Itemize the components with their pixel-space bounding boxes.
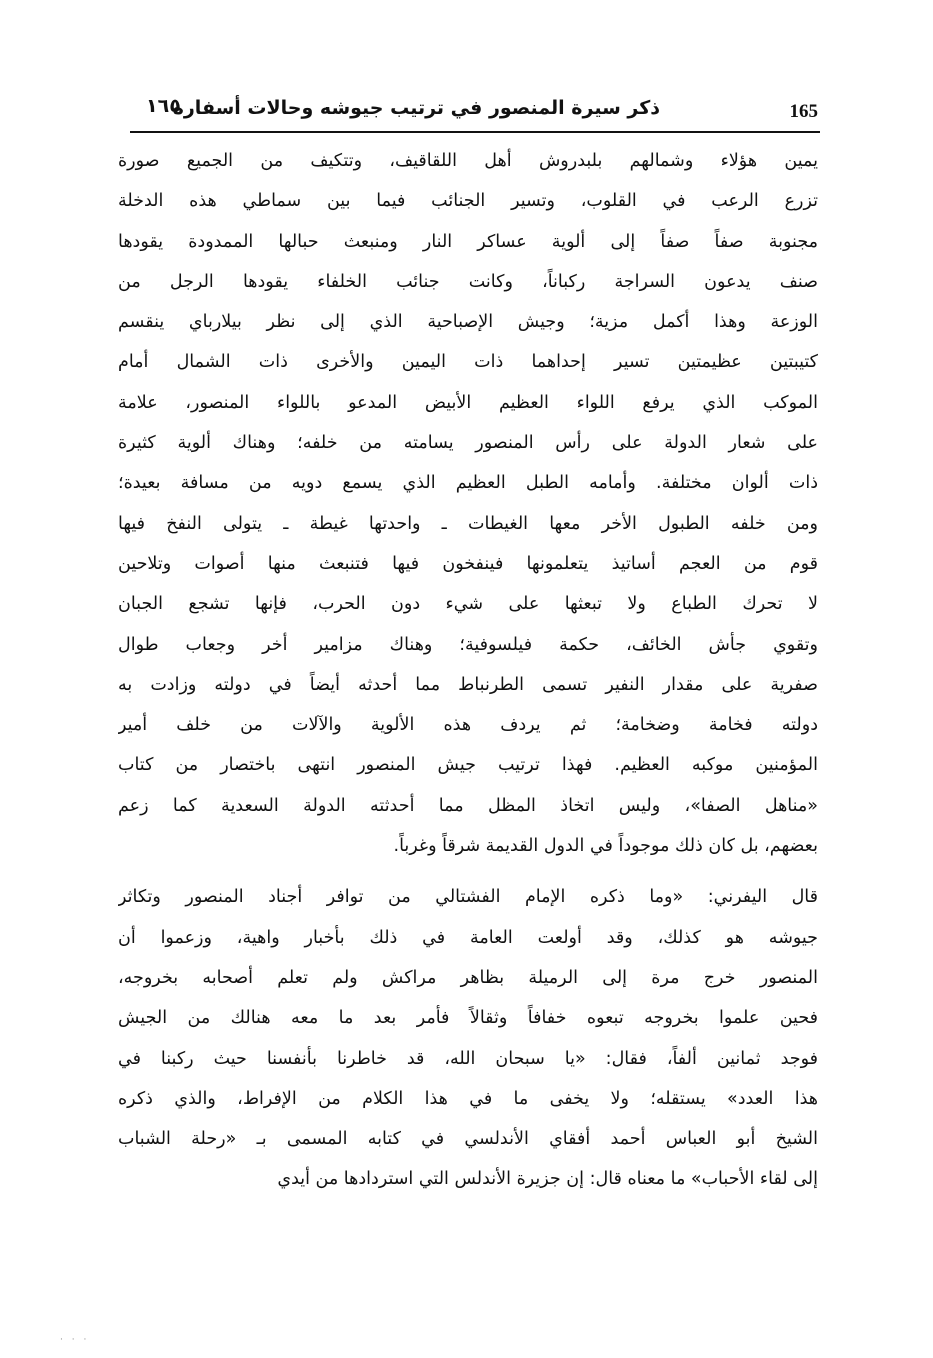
body-text	[118, 141, 818, 1200]
header-divider	[130, 131, 820, 133]
text-line: لا تحرك الطباع ولا تبعثها على شيء دون الحرب، فإنها تشجع الجبان	[118, 594, 818, 615]
text-line: بعضهم، بل كان ذلك موجوداً في الدول القديمة شرقاً وغرباً.	[393, 836, 818, 857]
text-line: «مناهل الصفا»، وليس اتخاذ المظل مما أحدثته الدولة السعدية كما زعم	[118, 795, 818, 816]
paragraph-1	[118, 141, 818, 866]
running-header	[130, 95, 820, 129]
text-line: كتيبتين عظيمتين تسير إحداهما ذات اليمين والأخرى ذات الشمال أمام	[118, 352, 818, 373]
text-line: صنف يدعون السراجة ركباناً، وكانت جنائب الخلفاء يقودها الرجل من	[118, 271, 818, 292]
text-line: المنصور خرج مرة إلى الرميلة بظاهر مراكش ولم تعلم أصحابه بخروجه،	[118, 967, 818, 988]
text-line: يمين هؤلاء وشمالهم بلبدروش أهل اللقاقيف، وتتكيف من الجميع صورة	[118, 151, 818, 171]
text-line: إلى لقاء الأحباب» ما معناه قال: إن جزيرة الأندلس التي استردادها من أيدي	[277, 1169, 818, 1190]
paragraph-2	[118, 877, 818, 1199]
page-number-latin: 165	[789, 101, 818, 122]
text-line: صفرية على مقدار النفير تسمى الطرنباط مما أحدثه أيضاً في دولته وزادت به	[118, 674, 818, 695]
text-line: هذا العدد» يستقله؛ ولا يخفى ما في هذا الكلام من الإفراط، والذي ذكره	[118, 1088, 818, 1109]
text-line: المؤمنين موكبه العظيم. فهذا ترتيب جيش المنصور انتهى باختصار من كتاب	[118, 755, 818, 776]
text-line: الموكب الذي يرفع اللواء العظيم الأبيض المدعو باللواء المنصور، علامة	[118, 392, 818, 413]
page-number-arabic: ١٦٥	[146, 95, 181, 117]
text-line: ومن خلفه الطبول الأخر معها الغيطات ـ واحدتها غيطة ـ يتولى النفخ فيها	[118, 513, 818, 534]
running-title: ذكر سيرة المنصور في ترتيب جيوشه وحالات أسفاره	[172, 97, 660, 119]
text-line: تزرع الرعب في القلوب، وتسير الجنائب فيما بين سماطي هذه الدخلة	[118, 191, 818, 212]
text-line: دولته فخامة وضخامة؛ ثم يردف هذه الألوية والآلات من خلف أمير	[118, 715, 818, 736]
text-line: الوزعة وهذا أكمل مزية؛ وجيش الإصباحية الذي إلى نظر بيلارباي ينقسم	[118, 312, 818, 333]
paragraph-gap	[118, 866, 818, 877]
text-line: فوجد ثمانين ألفاً، فقال: «يا سبحان الله، قد خاطرنا بأنفسنا حيث ركبنا في	[118, 1048, 818, 1069]
text-line: وتقوي جأش الخائف، حكمة فيلسوفية؛ وهناك مزامير أخر وجعاب طوال	[118, 634, 818, 655]
text-line: قوم من العجم أساتيذ يتعلمونها فينفخون فيها فتنبعث منها أصوات وتلاحين	[118, 553, 818, 574]
scan-mark: · · ·	[60, 1335, 90, 1345]
text-line: جيوشه هو كذلك، وقد أولعت العامة في ذلك بأخبار واهية، وزعموا أن	[118, 927, 818, 948]
text-line: على شعار الدولة على رأس المنصور يسامته من خلفه؛ وهناك ألوية كثيرة	[118, 433, 818, 454]
text-line: قال اليفرني: «وما ذكره الإمام الفشتالي من توافر أجناد المنصور وتكاثر	[118, 887, 818, 908]
text-line: مجنوبة صفاً صفاً إلى ألوية عساكر النار ومنبعث حبالها الممدودة يقودها	[118, 231, 818, 252]
text-line: ذات ألوان مختلفة. وأمامه الطبل العظيم الذي يسمع دويه من مسافة بعيدة؛	[118, 473, 818, 494]
text-line: الشيخ أبو العباس أحمد أفقاي الأندلسي في كتابه المسمى بـ «رحلة الشباب	[118, 1129, 818, 1150]
text-line: فحين علموا بخروجه تبعوه خفافاً وثقالاً فأمر بعد ما معه هنالك من الجيش	[118, 1008, 818, 1029]
